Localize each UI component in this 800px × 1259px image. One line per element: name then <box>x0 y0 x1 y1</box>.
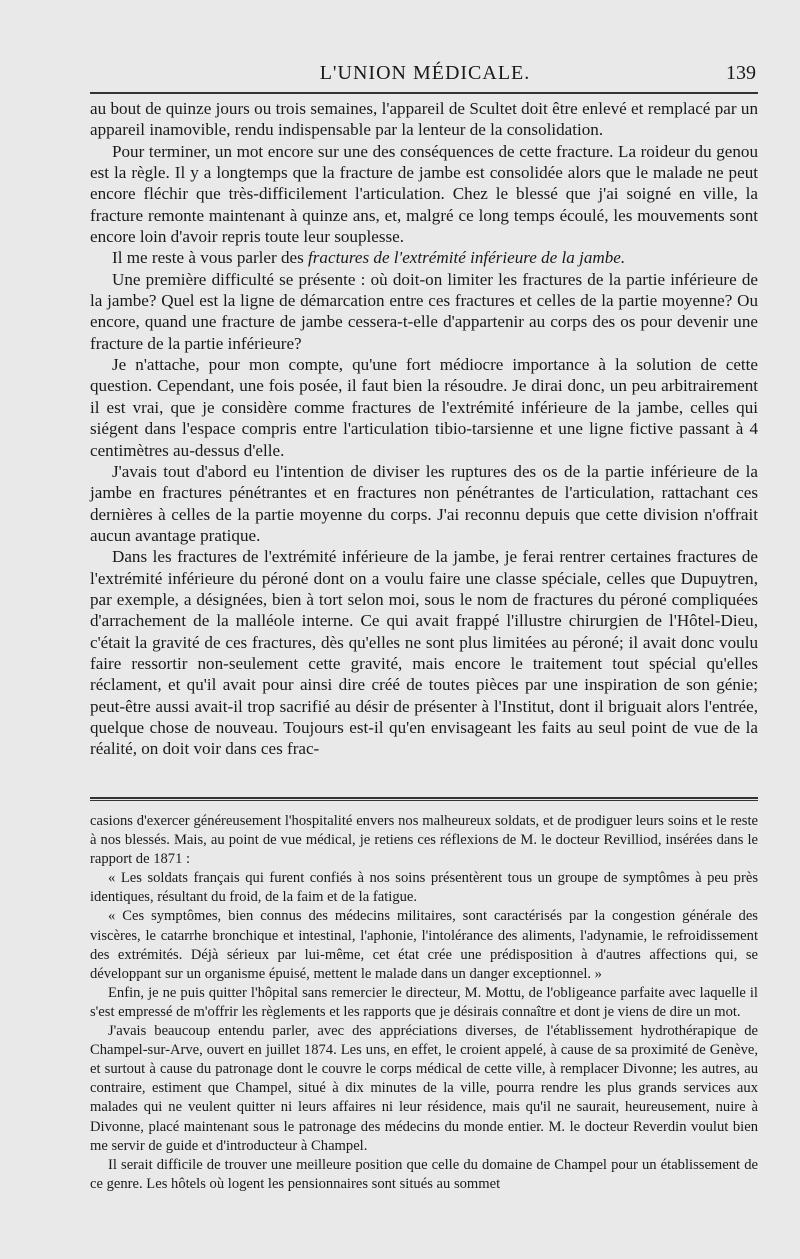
paragraph: Une première difficulté se présente : où doit-on limiter les fractures de la partie inférieure de la jambe? Quel est la ligne de démarcation entre ces fractures et celles de la partie moyenne? Ou encore, quand une fracture de jambe cessera-t-elle d'appartenir au corps des os pour devenir une fracture de la partie inférieure? <box>90 269 758 353</box>
paragraph: Pour terminer, un mot encore sur une des conséquences de cette fracture. La roideur du genou est la règle. Il y a longtemps que la fracture de jambe est consolidée alors que le malade ne peut encore fléchir que très-difficilement l'articulation. Chez le blessé que j'ai soigné en ville, la fracture remonte maintenant à quinze ans, et, malgré ce long temps écoulé, les mouvements sont encore loin d'avoir repris toute leur souplesse. <box>90 141 758 247</box>
footnotes <box>90 812 758 1194</box>
footnote-paragraph: casions d'exercer généreusement l'hospitalité envers nos malheureux soldats, et de prodiguer leurs soins et le reste à nos blessés. Mais, au point de vue médical, je retiens ces réflexions de M. le docteur Revilliod, insérées dans le rapport de 1871 : <box>90 813 758 868</box>
page-header <box>90 58 760 88</box>
paragraph: J'avais tout d'abord eu l'intention de diviser les ruptures des os de la partie inférieure de la jambe en fractures pénétrantes et en fractures non pénétrantes de l'articulation, rattachant ces dernières à celles de la partie moyenne du corps. J'ai reconnu depuis que cette division n'offrait aucun avantage pratique. <box>90 461 758 545</box>
running-title: L'UNION MÉDICALE. <box>319 62 531 84</box>
footnote-rule <box>90 797 758 801</box>
paragraph-text: Il me reste à vous parler des <box>112 248 309 268</box>
paragraph: Je n'attache, pour mon compte, qu'une fort médiocre importance à la solution de cette question. Cependant, une fois posée, il faut bien la résoudre. Je dirai donc, un peu arbitrairement il est vrai, que je considère comme fractures de l'extrémité inférieure de la jambe, celles qui siégent dans l'espace compris entre l'articulation tibio-tarsienne et une ligne fictive passant à 4 centimètres au-dessus d'elle. <box>90 355 758 460</box>
main-text <box>90 98 758 760</box>
footnote-paragraph: « Les soldats français qui furent confiés à nos soins présentèrent tous un groupe de symptômes à peu près identiques, résultant du froid, de la faim et de la fatigue. <box>90 870 758 906</box>
footnote-paragraph: Il serait difficile de trouver une meilleure position que celle du domaine de Champel pour un établissement de ce genre. Les hôtels où logent les pensionnaires sont situés au sommet <box>90 1156 758 1192</box>
paragraph: au bout de quinze jours ou trois semaines, l'appareil de Scultet doit être enlevé et remplacé par un appareil inamovible, rendu indispensable par la lenteur de la consolidation. <box>90 99 758 140</box>
footnote-paragraph: J'avais beaucoup entendu parler, avec des appréciations diverses, de l'établissement hydrothérapique de Champel-sur-Arve, ouvert en juillet 1874. Les uns, en effet, le croient appelé, à cause de sa proximité de Genève, et surtout à cause du patronage dont le couvre le corps médical de cette ville, à remplacer Divonne; les autres, au contraire, estiment que Champel, situé à dix minutes de la ville, pourra rendre les plus grands services aux malades qui ne veulent quitter ni leurs affaires ni leur résidence, mais qu'il ne saurait, heureusement, nuire à Divonne, placé maintenant sous le patronage des médecins du monde entier. M. le docteur Reverdin voulut bien me servir de guide et d'introducteur à Champel. <box>90 1023 758 1154</box>
footnote-paragraph: « Ces symptômes, bien connus des médecins militaires, sont caractérisés par la congestion générale des viscères, le catarrhe bronchique et intestinal, l'aphonie, l'intolérance des aliments, l'adynamie, le refroidissement des extrémités. Déjà sérieux par lui-même, cet état crée une prédisposition à d'autres affections qui, se développant sur un organisme épuisé, mettent le malade dans un danger exceptionnel. » <box>90 908 758 982</box>
paragraph: Dans les fractures de l'extrémité inférieure de la jambe, je ferai rentrer certaines fractures de l'extrémité inférieure du péroné dont on a voulu faire une classe spéciale, celles que Dupuytren, par exemple, a désignées, bien à tort selon moi, sous le nom de fractures du péroné compliquées d'arrachement de la malléole interne. Ce qui avait frappé l'illustre chirurgien de l'Hôtel-Dieu, c'était la gravité de ces fractures, dès qu'elles ne sont plus limitées au péroné; il avait donc voulu faire ressortir non-seulement cette gravité, mais encore le traitement tout spécial qu'elles réclament, et qu'il avait pour ainsi dire créé de toutes pièces par une inspiration de son génie; peut-être aussi avait-il trop sacrifié au désir de présenter à l'Institut, dont il briguait alors l'entrée, quelque chose de nouveau. Toujours est-il qu'en envisageant les faits au seul point de vue de la réalité, on doit voir dans ces frac- <box>90 547 758 759</box>
page-number: 139 <box>726 62 756 84</box>
italic-title: fractures de l'extrémité inférieure de la jambe. <box>308 248 626 268</box>
paragraph <box>90 247 758 268</box>
header-rule <box>90 92 758 94</box>
footnote-paragraph: Enfin, je ne puis quitter l'hôpital sans remercier le directeur, M. Mottu, de l'obligeance parfaite avec laquelle il s'est empressé de m'offrir les règlements et les rapports que je désirais connaître et dont je viens de dire un mot. <box>90 984 758 1020</box>
